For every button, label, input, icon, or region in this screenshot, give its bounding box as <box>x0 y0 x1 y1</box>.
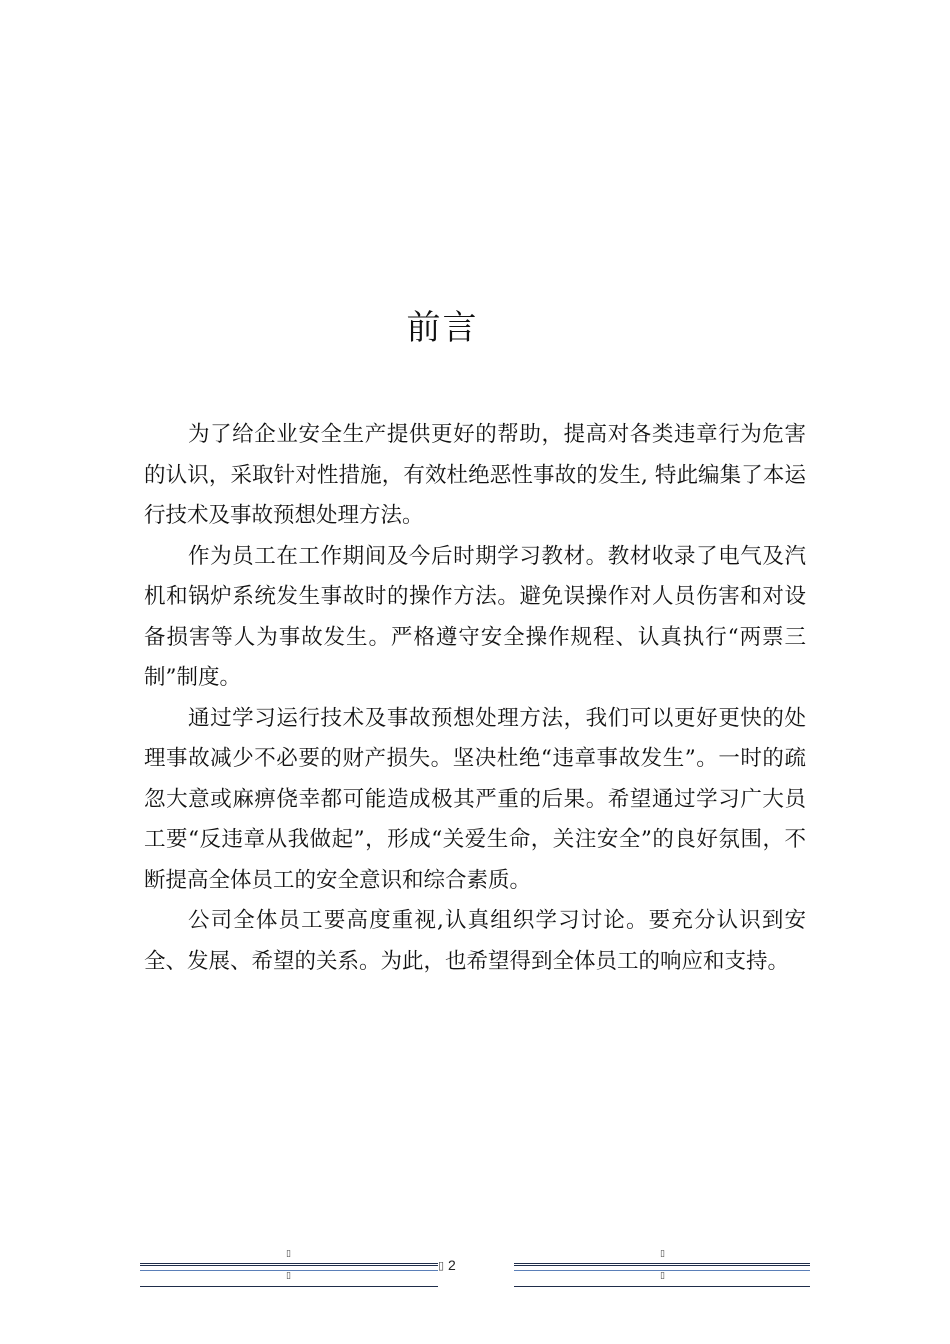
page-title: 前言 <box>406 308 479 348</box>
paragraph-1: 为了给企业安全生产提供更好的帮助，提高对各类违章行为危害的认识，采取针对性措施，有效杜绝恶性事故的发生, 特此编集了本运行技术及事故预想处理方法。 <box>144 422 806 528</box>
paragraph-4: 公司全体员工要高度重视,认真组织学习讨论。要充分认识到安全、发展、希望的关系。为此，也希望得到全体员工的响应和支持。 <box>144 908 806 974</box>
page-number: 2 <box>448 1257 456 1273</box>
paragraph-3: 通过学习运行技术及事故预想处理方法，我们可以更好更快的处理事故减少不必要的财产损失。坚决杜绝“违章事故发生”。一时的疏忽大意或麻痹侥幸都可能造成极其严重的后果。希望通过学习广大员工要“反违章从我做起”，形成“关爱生命，关注安全”的良好氛围，不断提高全体员工的安全意识和综合素质。 <box>144 705 806 893</box>
paragraph-2: 作为员工在工作期间及今后时期学习教材。教材收录了电气及汽机和锅炉系统发生事故时的操作方法。避免误操作对人员伤害和对设备损害等人为事故发生。严格遵守安全操作规程、认真执行“两票三制”制度。 <box>144 543 806 690</box>
preface-body <box>144 415 806 982</box>
footer-left-mark-bottom: ▯ <box>286 1271 291 1281</box>
footer-right-top-rule <box>514 1263 810 1266</box>
footer-right-mark-bottom: ▯ <box>660 1271 665 1281</box>
footer-right-bottom-rule <box>514 1286 810 1287</box>
footer-right-mark-top: ▯ <box>660 1249 665 1259</box>
footer-left-top-rule <box>140 1263 438 1266</box>
footer-left-bottom-rule <box>140 1286 438 1287</box>
page-footer <box>0 1245 950 1295</box>
footer-left-mark-top: ▯ <box>286 1249 291 1259</box>
page-number-mark: ▯ <box>438 1259 445 1272</box>
